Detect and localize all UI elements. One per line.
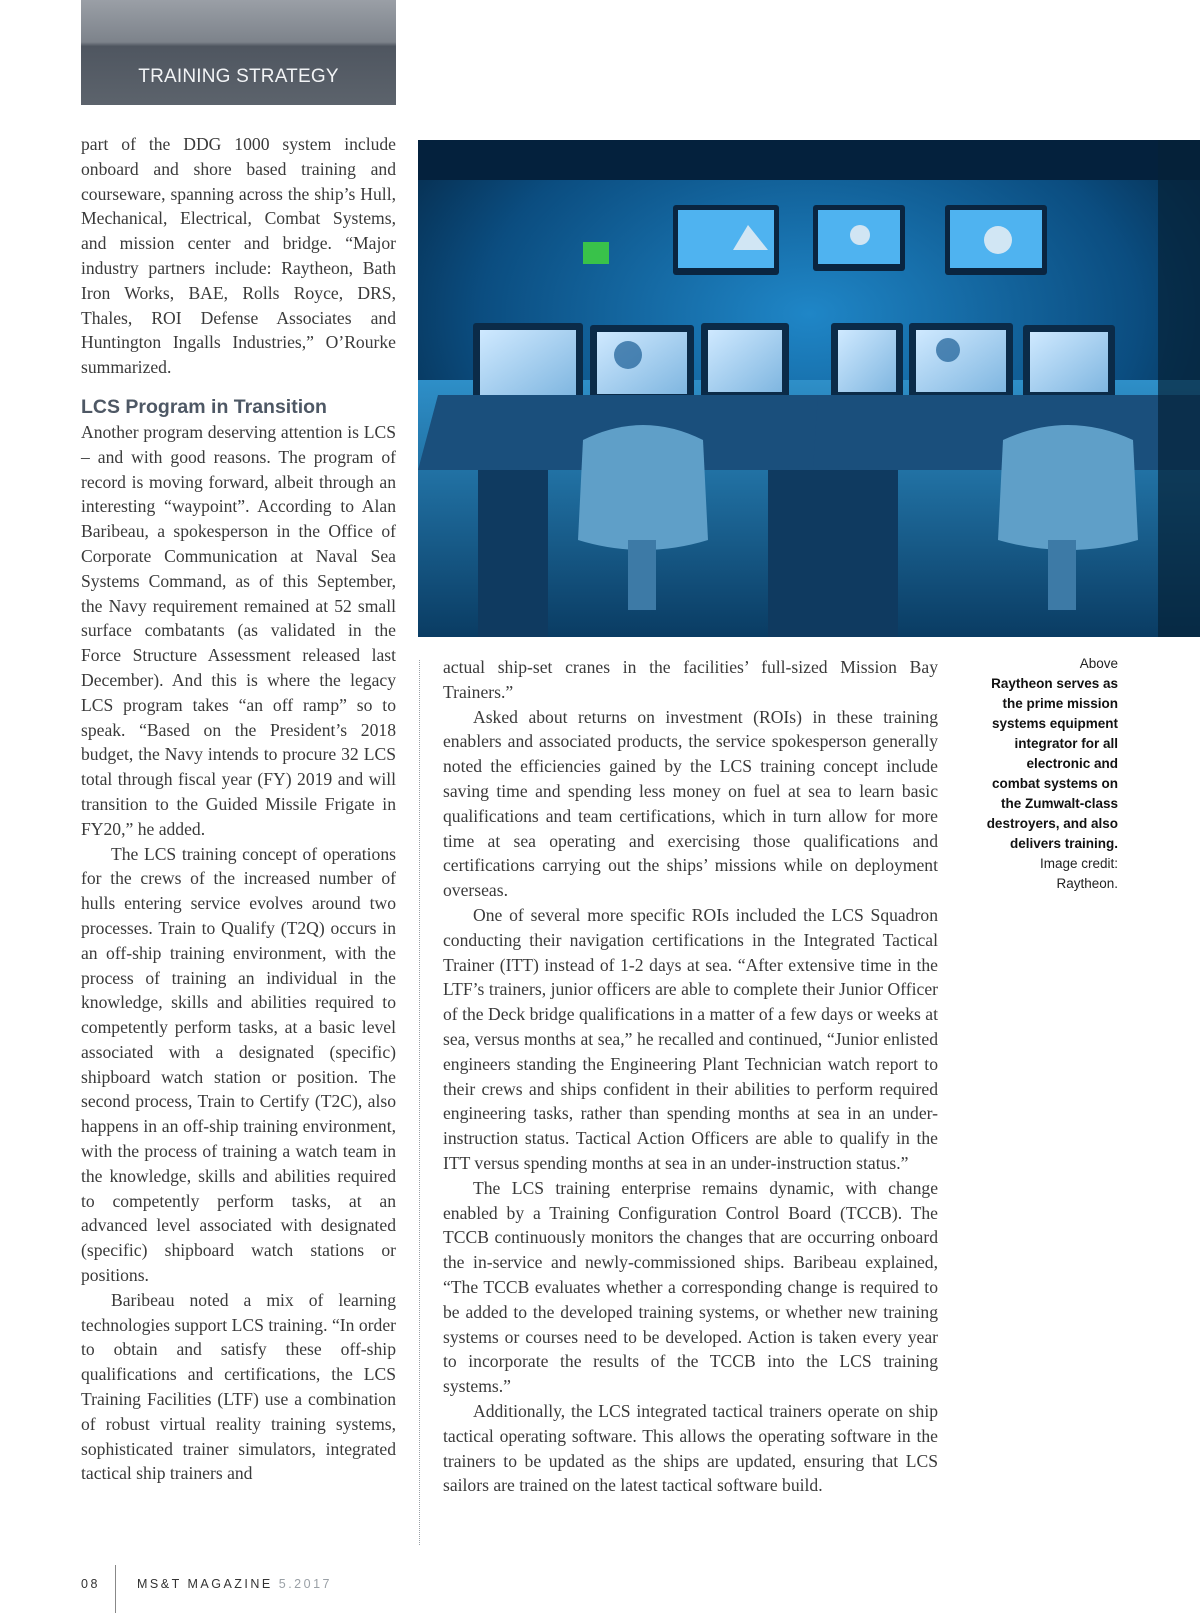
caption-position-label: Above — [1079, 656, 1118, 671]
issue-date: 5.2017 — [278, 1577, 332, 1591]
middle-paragraph-4: The LCS training enterprise remains dynamic, with change enabled by a Training Configuration Control Board (TCCB). The TCCB continuously monitors the changes that are occurring onboard the in-service and newly-commissioned ships. Baribeau explained, “The TCCB evaluates whether a corresponding change is required to be added to the developed training systems, or whether new training systems or courses need to be developed. Action is taken every year to incorporate the results of the TCCB into the LCS training systems.” — [443, 1177, 938, 1397]
caption-credit: Image credit: Raytheon. — [1039, 856, 1118, 891]
left-paragraph-4: Baribeau noted a mix of learning technologies support LCS training. “In order to obtain and satisfy these off-ship qualifications and certifications, the LCS Training Facilities (LTF) use a combination of robust virtual reality training systems, sophisticated trainer simulators, integrated tactical ship trainers and — [81, 1289, 396, 1484]
section-title: TRAINING STRATEGY — [138, 66, 339, 87]
subheading-lcs-program: LCS Program in Transition — [81, 395, 327, 418]
magazine-title: MS&T MAGAZINE — [137, 1577, 273, 1591]
caption-text: Raytheon serves as the prime mission systems equipment integrator for all electronic and combat systems on the Zumwalt-class destroyers, and also delivers training. — [986, 676, 1118, 851]
middle-paragraph-1: actual ship-set cranes in the facilities’ full-sized Mission Bay Trainers.” — [443, 657, 938, 702]
middle-paragraph-3: One of several more specific ROIs included the LCS Squadron conducting their navigation certifications in the Integrated Tactical Trainer (ITT) instead of 1-2 days at sea. “After extensive time in the LTF’s trainers, junior officers are able to complete their Junior Officer of the Deck bridge qualifications in a matter of a few days or weeks at sea, versus months at sea,” he recalled and continued, “Junior enlisted engineers standing the Engineering Plant Technician watch report to their crews and ships confident in their abilities to perform required engineering tasks, rather than spending months at sea in an under-instruction status. Tactical Action Officers are able to qualify in the ITT versus spending months at sea in an under-instruction status.” — [443, 904, 938, 1173]
middle-paragraph-2: Asked about returns on investment (ROIs) in these training enablers and associated products, the service spokesperson generally noted the efficiencies gained by the LCS training concept include saving time and spending less money on fuel at sea to learn basic qualifications and team certifications, which in turn allow for more time at sea operating and exercising those qualifications and certifications carrying out the ships’ missions while on deployment overseas. — [443, 706, 938, 901]
page-number: 08 — [81, 1577, 100, 1591]
photo-caption — [975, 654, 1118, 894]
middle-column — [443, 655, 938, 1498]
photo-training-control-room — [418, 140, 1200, 637]
left-paragraph-3: The LCS training concept of operations for the crews of the increased number of hulls entering service evolves around two processes. Train to Qualify (T2Q) occurs in an off-ship training environment, with the process of training an individual in the knowledge, skills and abilities required to competently perform tasks, at a basic level associated with a designated (specific) shipboard watch station or position. The second process, Train to Certify (T2C), also happens in an off-ship training environment, with the process of training a watch team in the knowledge, skills and abilities required to competently perform tasks, at an advanced level associated with designated (specific) shipboard watch stations or positions. — [81, 843, 396, 1286]
left-column — [81, 132, 396, 1486]
middle-paragraph-5: Additionally, the LCS integrated tactical trainers operate on ship tactical operating software. This allows the operating software in the trainers to be updated as the ships are updated, ensuring that LCS sailors are trained on the latest tactical software build. — [443, 1400, 938, 1496]
magazine-name — [137, 1577, 332, 1591]
page-footer — [81, 1565, 681, 1615]
left-paragraph-2: Another program deserving attention is LCS – and with good reasons. The program of record is moving forward, albeit through an interesting “waypoint”. According to Alan Baribeau, a spokesperson in the Office of Corporate Communication at Naval Sea Systems Command, as of this September, the Navy requirement remained at 52 small surface combatants (as validated in the Force Structure Assessment released last December). And this is where the legacy LCS program takes “an off ramp” so to speak. “Based on the President’s 2018 budget, the Navy intends to procure 32 LCS total through fiscal year (FY) 2019 and will transition to the Guided Missile Frigate in FY20,” he added. — [81, 421, 396, 839]
footer-separator — [115, 1565, 116, 1613]
column-divider — [419, 660, 420, 1545]
left-paragraph-1: part of the DDG 1000 system include onboard and shore based training and courseware, spanning across the ship’s Hull, Mechanical, Electrical, Combat Systems, and mission center and bridge. “Major industry partners include: Raytheon, Bath Iron Works, BAE, Rolls Royce, DRS, Thales, ROI Defense Associates and Huntington Ingalls Industries,” O’Rourke summarized. — [81, 134, 396, 378]
section-header-tab — [81, 0, 396, 105]
